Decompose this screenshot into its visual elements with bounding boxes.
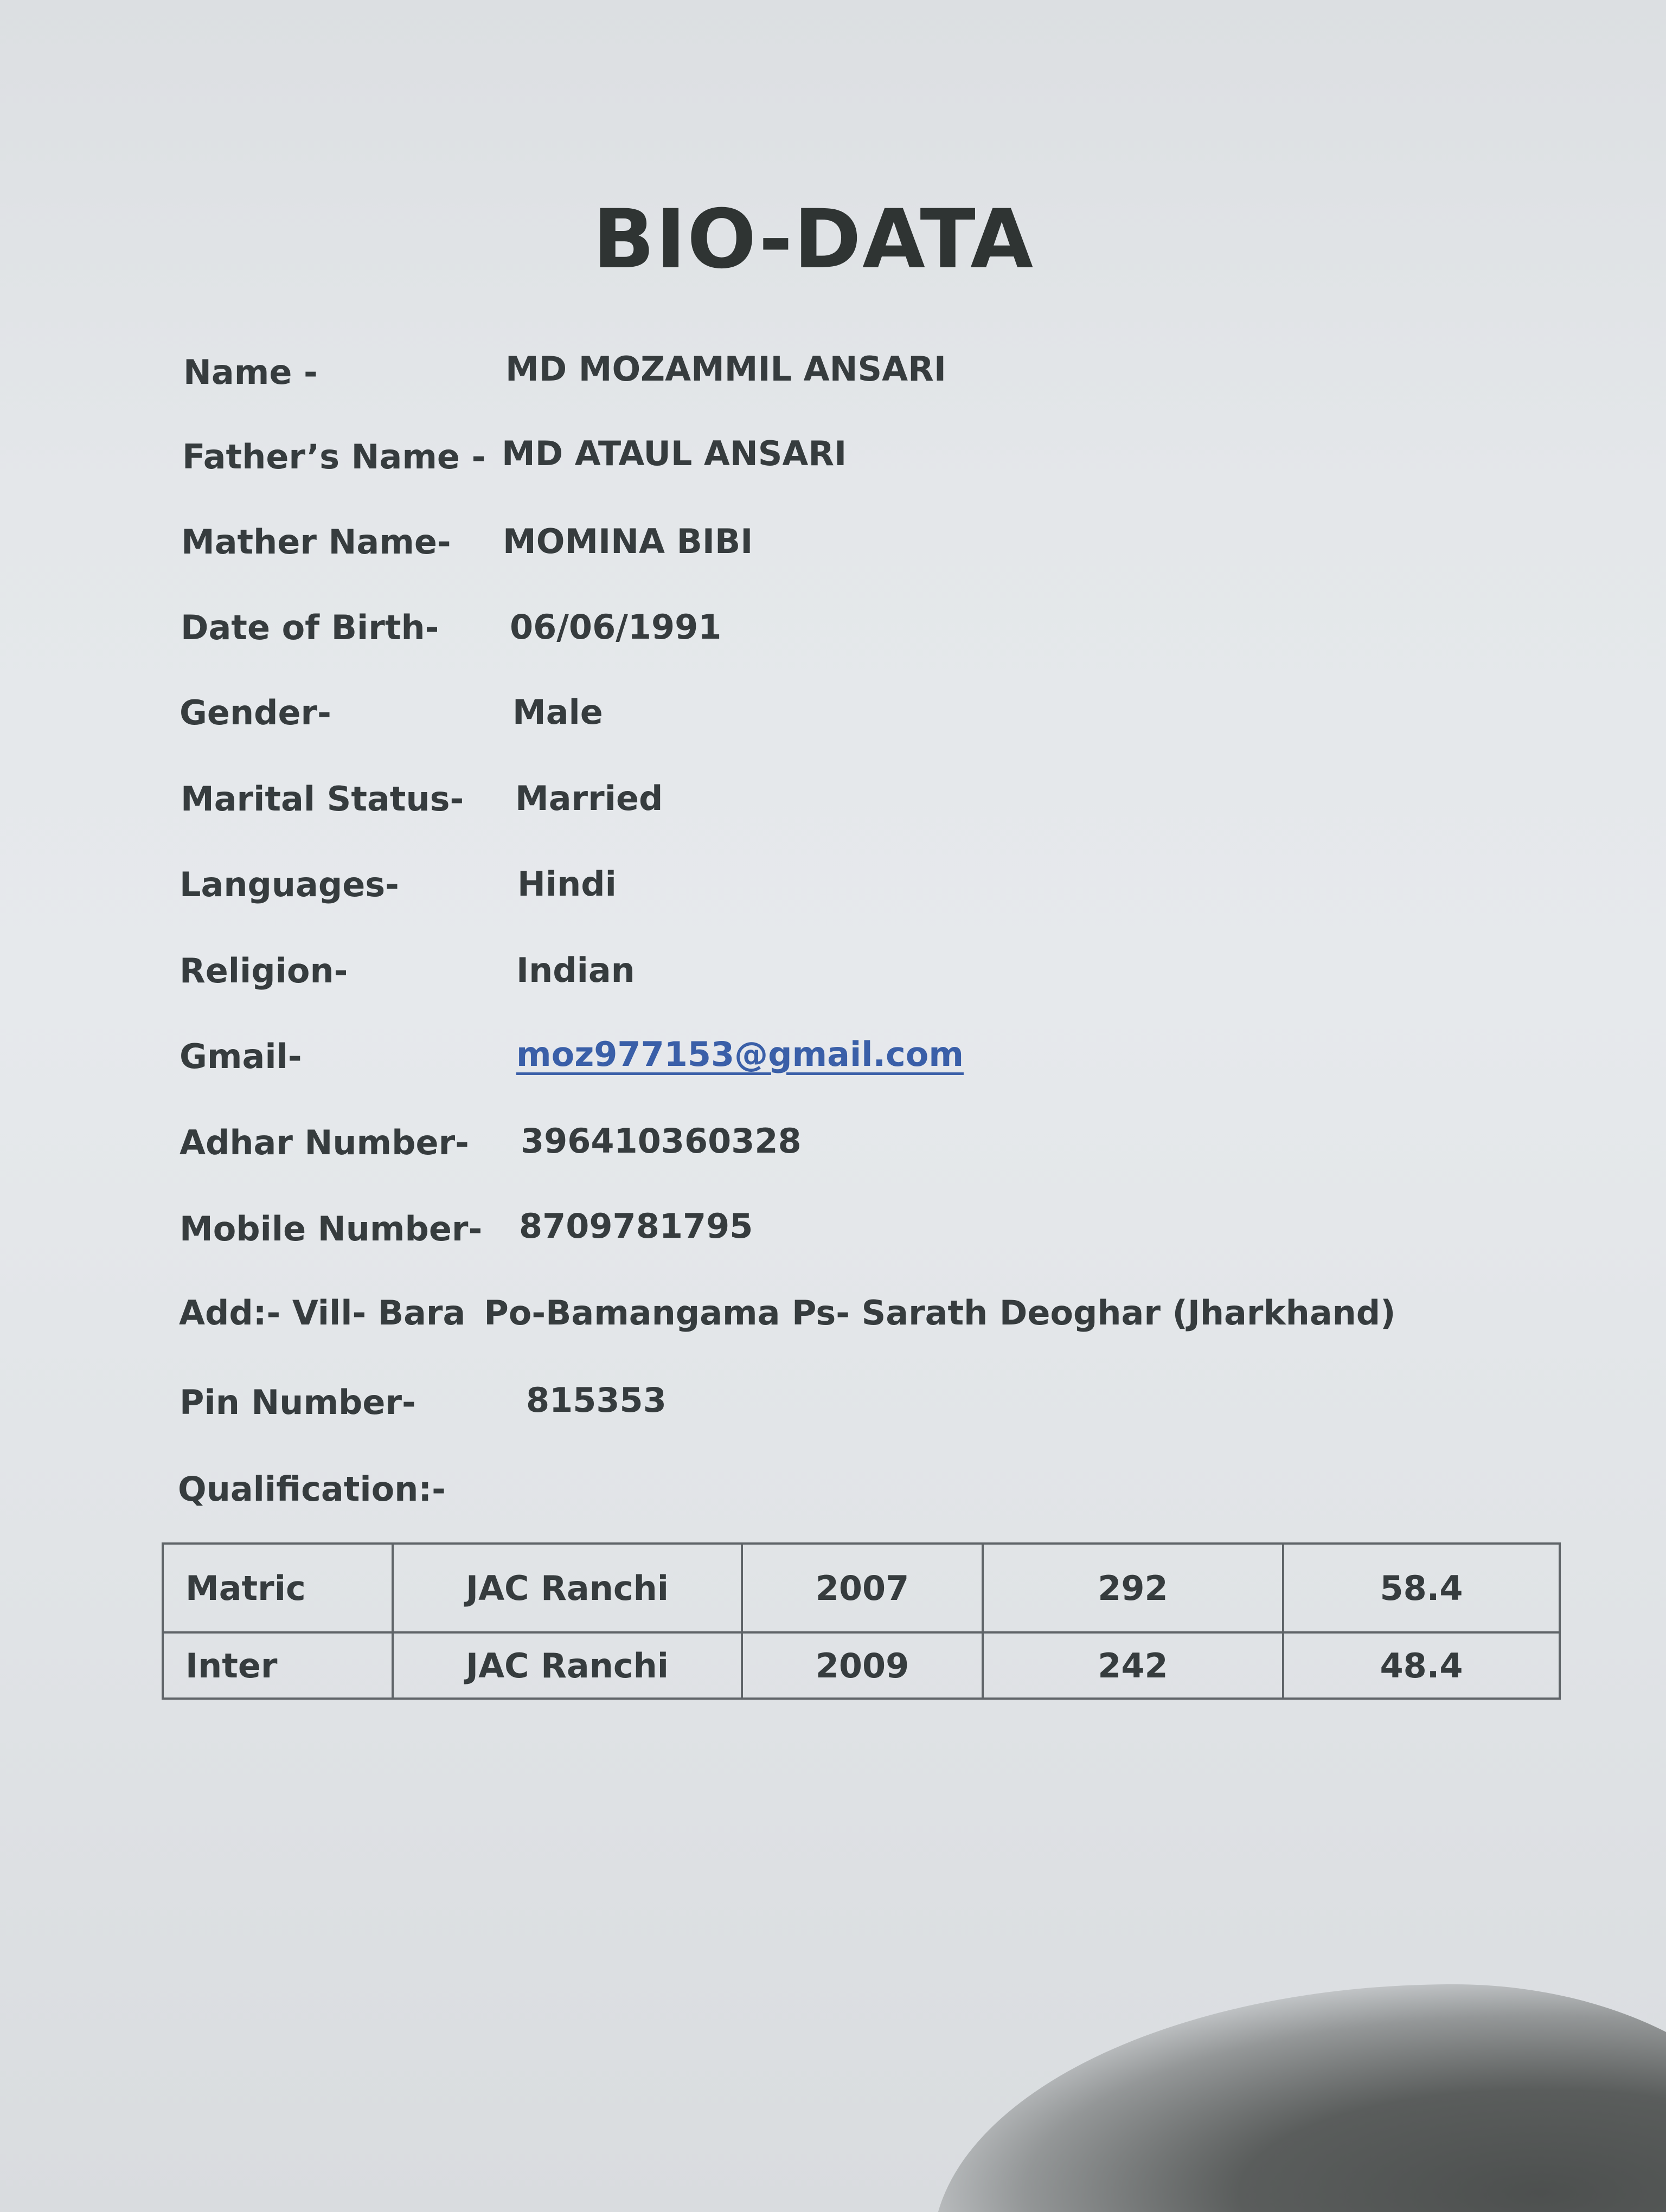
gmail-label: Gmail-: [180, 1037, 302, 1076]
table-cell: Matric: [163, 1544, 393, 1632]
religion-label: Religion-: [180, 951, 348, 991]
table-row: [163, 1632, 1560, 1699]
mobile-number-value: 8709781795: [519, 1206, 753, 1246]
adhar-number-label: Adhar Number-: [180, 1123, 469, 1162]
name-label: Name -: [183, 352, 318, 392]
table-cell: 242: [983, 1632, 1283, 1699]
languages-value: Hindi: [517, 864, 617, 904]
mother-name-value: MOMINA BIBI: [503, 522, 753, 561]
languages-label: Languages-: [180, 865, 399, 904]
table-cell: Inter: [163, 1632, 393, 1699]
qualification-table: [162, 1542, 1561, 1700]
table-cell: 2007: [742, 1544, 983, 1632]
mobile-number-label: Mobile Number-: [180, 1209, 483, 1249]
pin-number-value: 815353: [526, 1380, 667, 1420]
document-title: BIO-DATA: [592, 192, 1035, 287]
gender-value: Male: [512, 692, 603, 732]
date-of-birth-value: 06/06/1991: [510, 607, 722, 647]
gmail-link[interactable]: moz977153@gmail.com: [516, 1034, 964, 1074]
religion-value: Indian: [516, 950, 635, 990]
table-row: [163, 1544, 1560, 1632]
address-label: Add:- Vill- Bara: [179, 1293, 466, 1333]
mother-name-label: Mather Name-: [181, 522, 451, 562]
father-name-label: Father’s Name -: [182, 437, 486, 477]
table-cell: 48.4: [1283, 1632, 1560, 1699]
adhar-number-value: 396410360328: [521, 1121, 802, 1161]
father-name-value: MD ATAUL ANSARI: [502, 434, 847, 473]
table-cell: 292: [983, 1544, 1283, 1632]
date-of-birth-label: Date of Birth-: [181, 608, 439, 647]
table-cell: JAC Ranchi: [393, 1632, 742, 1699]
photo-shadow: [933, 1984, 1666, 2212]
table-cell: 58.4: [1283, 1544, 1560, 1632]
table-cell: JAC Ranchi: [393, 1544, 742, 1632]
table-cell: 2009: [742, 1632, 983, 1699]
gender-label: Gender-: [180, 693, 331, 732]
name-value: MD MOZAMMIL ANSARI: [505, 349, 946, 389]
address-line: [179, 1293, 1396, 1333]
marital-status-value: Married: [515, 779, 663, 818]
address-value: Po-Bamangama Ps- Sarath Deoghar (Jharkhand): [484, 1293, 1396, 1333]
pin-number-label: Pin Number-: [180, 1382, 416, 1422]
qualification-label: Qualification:-: [178, 1469, 446, 1509]
marital-status-label: Marital Status-: [181, 779, 464, 819]
